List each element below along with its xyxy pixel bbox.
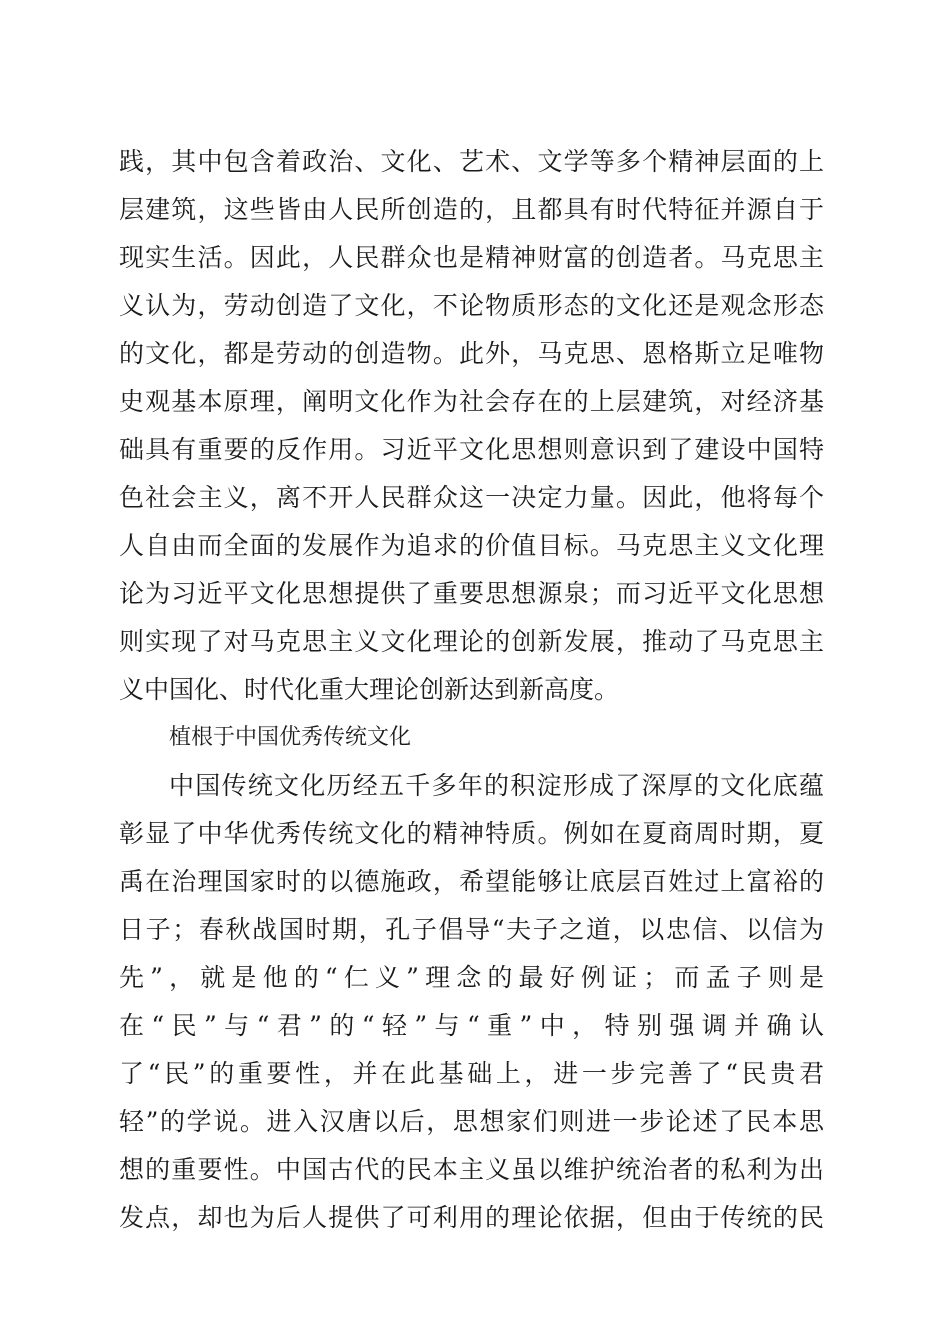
body-text-line: 日子；春秋战国时期，孔子倡导“夫子之道，以忠信、以信为 [119, 915, 824, 944]
body-text-line: 色社会主义，离不开人民群众这一决定力量。因此，他将每个 [119, 483, 824, 512]
body-text-line: 发点，却也为后人提供了可利用的理论依据，但由于传统的民 [119, 1203, 824, 1232]
body-text-line: 禹在治理国家时的以德施政，希望能够让底层百姓过上富裕的 [119, 867, 824, 896]
body-text-line: 中国传统文化历经五千多年的积淀形成了深厚的文化底蕴 [169, 771, 824, 800]
body-text-line: 础具有重要的反作用。习近平文化思想则意识到了建设中国特 [119, 435, 824, 464]
body-text-line: 论为习近平文化思想提供了重要思想源泉；而习近平文化思想 [119, 579, 824, 608]
body-text-line: 先”，就是他的“仁义”理念的最好例证；而孟子则是 [119, 963, 824, 992]
body-text-line: 现实生活。因此，人民群众也是精神财富的创造者。马克思主 [119, 243, 824, 272]
body-text-line: 践，其中包含着政治、文化、艺术、文学等多个精神层面的上 [119, 147, 824, 176]
body-text-line: 了“民”的重要性，并在此基础上，进一步完善了“民贵君 [119, 1059, 824, 1088]
body-text-line: 则实现了对马克思主义文化理论的创新发展，推动了马克思主 [119, 627, 824, 656]
body-text-line: 史观基本原理，阐明文化作为社会存在的上层建筑，对经济基 [119, 387, 824, 416]
body-text-line: 在“民”与“君”的“轻”与“重”中，特别强调并确认 [119, 1011, 824, 1040]
body-text-line: 的文化，都是劳动的创造物。此外，马克思、恩格斯立足唯物 [119, 339, 824, 368]
section-heading: 植根于中国优秀传统文化 [169, 725, 412, 750]
body-text-line: 义认为，劳动创造了文化，不论物质形态的文化还是观念形态 [119, 291, 824, 320]
body-text-line: 义中国化、时代化重大理论创新达到新高度。 [119, 675, 620, 704]
body-text-line: 层建筑，这些皆由人民所创造的，且都具有时代特征并源自于 [119, 195, 824, 224]
body-text-line: 人自由而全面的发展作为追求的价值目标。马克思主义文化理 [119, 531, 824, 560]
body-text-line: 想的重要性。中国古代的民本主义虽以维护统治者的私利为出 [119, 1155, 824, 1184]
body-text-line: 彰显了中华优秀传统文化的精神特质。例如在夏商周时期，夏 [119, 819, 824, 848]
body-text-line: 轻”的学说。进入汉唐以后，思想家们则进一步论述了民本思 [119, 1107, 824, 1136]
